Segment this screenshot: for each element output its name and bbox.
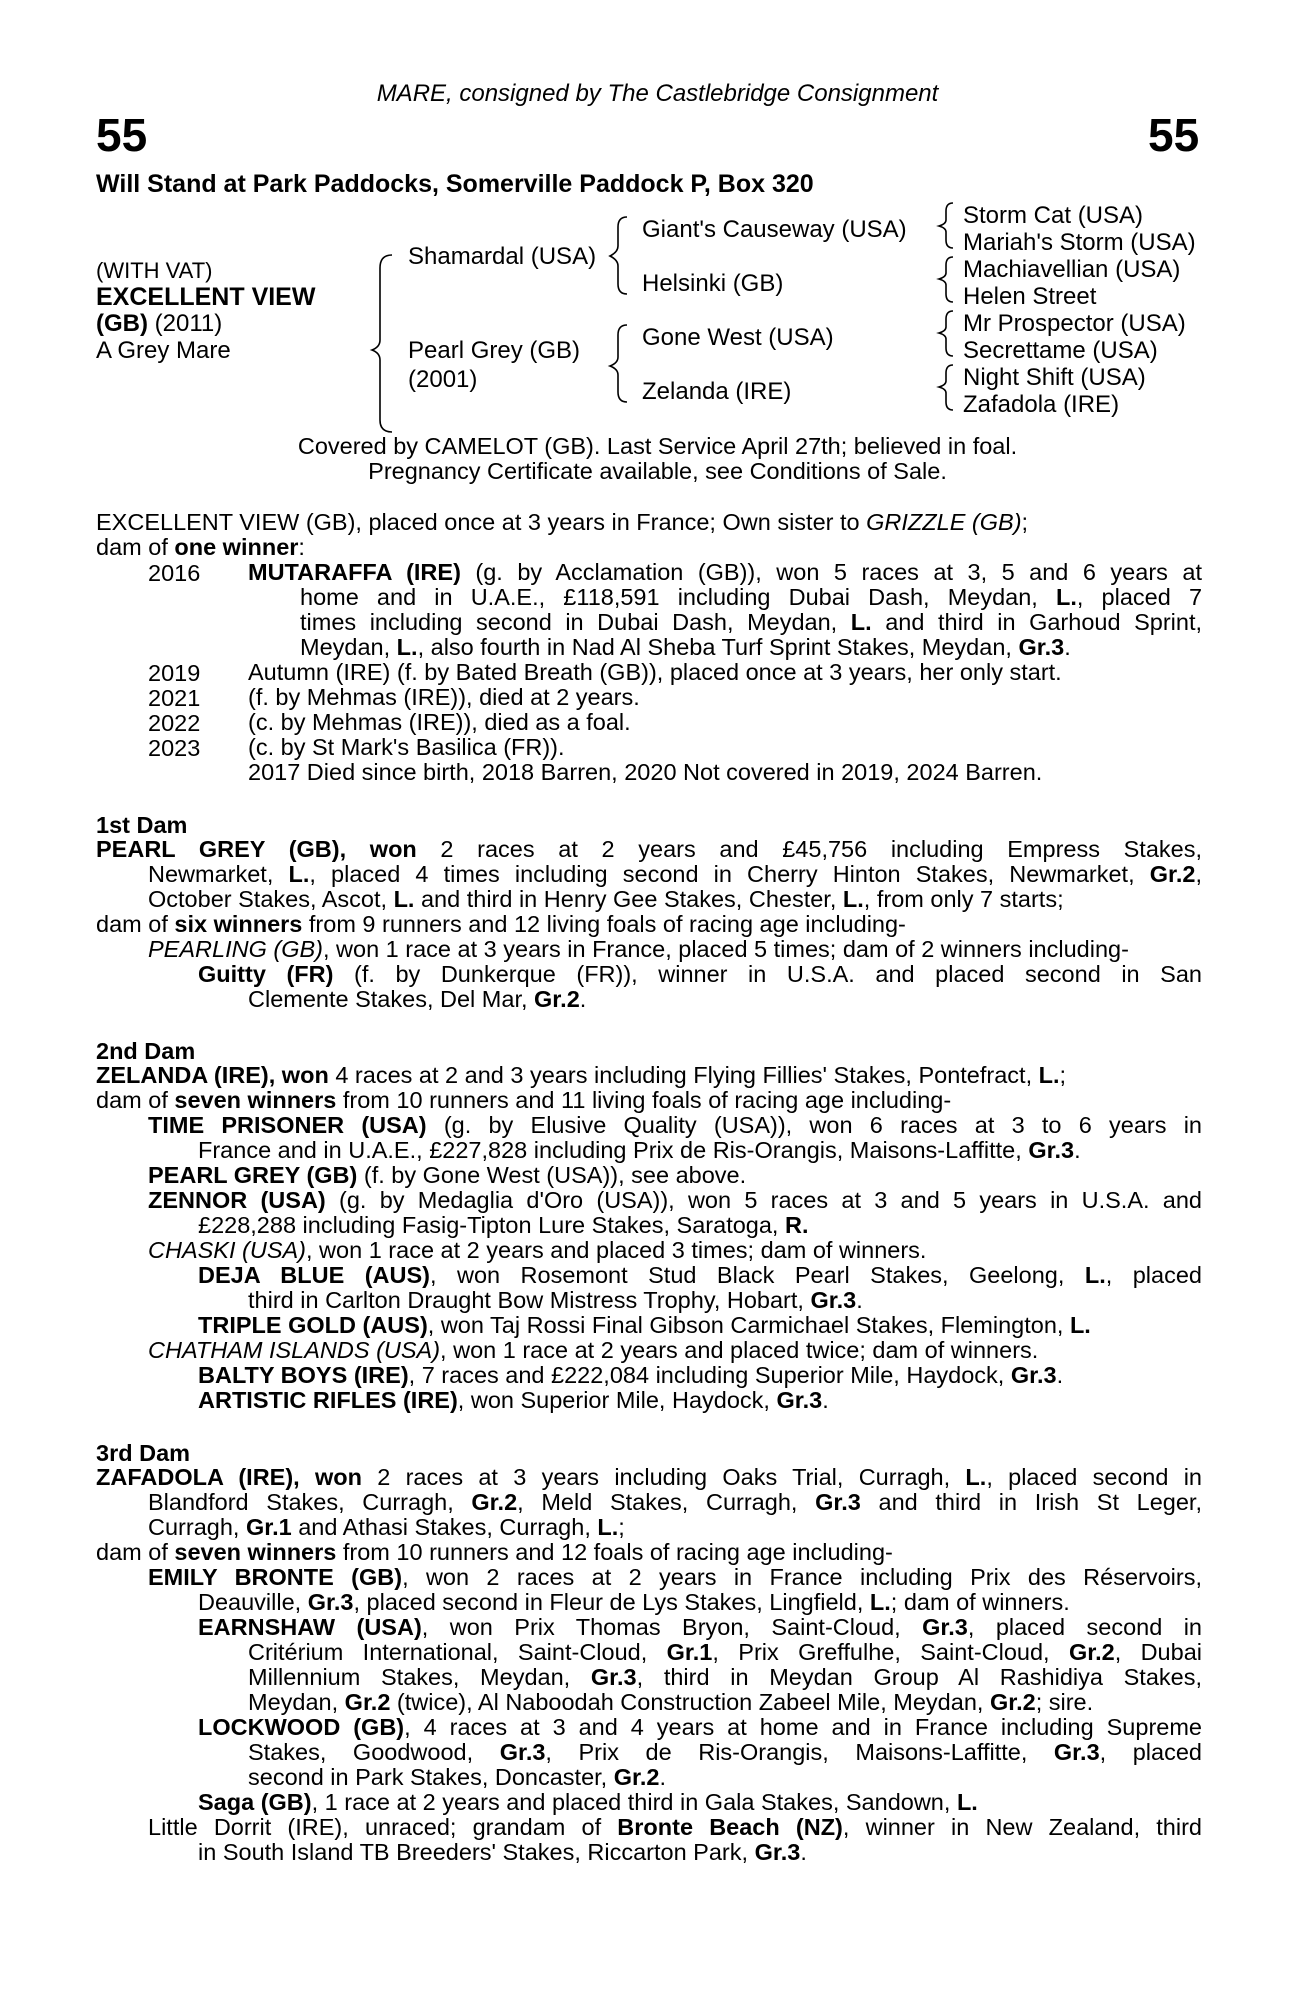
pearling-name: PEARLING (GB) [148, 936, 323, 962]
grizzle-name: GRIZZLE (GB) [866, 509, 1022, 535]
lockwood-name: LOCKWOOD (GB) [198, 1714, 405, 1740]
guitty-name: Guitty (FR) [198, 961, 334, 987]
pedigree-dam-year: (2001) [408, 366, 478, 393]
deja-blue-name: DEJA BLUE (AUS) [198, 1262, 430, 1288]
chaski-line: CHASKI (USA), won 1 race at 2 years and placed 3 times; dam of winners. [148, 1237, 927, 1263]
chaski-name: CHASKI (USA) [148, 1237, 306, 1263]
dam1-line-1: PEARL GREY (GB), won 2 races at 2 years and £45,756 including Empress Stakes, [96, 836, 1202, 862]
produce-2023: (c. by St Mark's Basilica (FR)). [248, 734, 565, 760]
dam1-line-2: Newmarket, L., placed 4 times including second in Cherry Hinton Stakes, Newmarket, Gr.2, [148, 861, 1202, 887]
horse-origin: (GB) [96, 310, 148, 337]
dam3-heading: 3rd Dam [96, 1440, 191, 1466]
produce-2022: (c. by Mehmas (IRE)), died as a foal. [248, 709, 631, 735]
pedigree-gen3-5: Mr Prospector (USA) [963, 310, 1186, 337]
vat-note: (WITH VAT) [96, 258, 213, 283]
pedigree-gen2-3: Gone West (USA) [642, 324, 834, 351]
time-prisoner-line-1: TIME PRISONER (USA) (g. by Elusive Quality (USA)), won 6 races at 3 to 6 years in [148, 1112, 1202, 1138]
dam1-name: PEARL GREY (GB), won [96, 836, 417, 862]
produce-year-2021: 2021 [148, 685, 201, 711]
pedigree-dam: Pearl Grey (GB) [408, 337, 581, 364]
little-dorrit-line-1: Little Dorrit (IRE), unraced; grandam of Bronte Beach (NZ), winner in New Zealand, third [148, 1814, 1202, 1840]
zennor-line-2: £228,288 including Fasig-Tipton Lure Stakes, Saratoga, R. [198, 1212, 809, 1238]
produce-2019: Autumn (IRE) (f. by Bated Breath (GB)), placed once at 3 years, her only start. [248, 659, 1062, 685]
time-prisoner-line-2: France and in U.A.E., £227,828 including Prix de Ris-Orangis, Maisons-Laffitte, Gr.3. [198, 1137, 1081, 1163]
dam3-name: ZAFADOLA (IRE), won [96, 1464, 362, 1490]
pearling-line: PEARLING (GB), won 1 race at 3 years in France, placed 5 times; dam of 2 winners including- [148, 936, 1129, 962]
intro-line-2: dam of one winner: [96, 534, 305, 560]
lot-number-left: 55 [96, 109, 148, 161]
earnshaw-line-4: Meydan, Gr.2 (twice), Al Naboodah Construction Zabeel Mile, Meydan, Gr.2; sire. [248, 1689, 1094, 1715]
pedigree-gen2-2: Helsinki (GB) [642, 270, 784, 297]
lockwood-line-3: second in Park Stakes, Doncaster, Gr.2. [248, 1764, 667, 1790]
emily-bronte-line-1: EMILY BRONTE (GB), won 2 races at 2 years in France including Prix des Réservoirs, [148, 1564, 1202, 1590]
pedigree-gen3-1: Storm Cat (USA) [963, 202, 1144, 229]
pedigree-gen3-2: Mariah's Storm (USA) [963, 229, 1196, 256]
artistic-rifles-line: ARTISTIC RIFLES (IRE), won Superior Mile, Haydock, Gr.3. [198, 1387, 829, 1413]
produce-year-2022: 2022 [148, 710, 201, 736]
time-prisoner-name: TIME PRISONER (USA) [148, 1112, 427, 1138]
balty-boys-name: BALTY BOYS (IRE) [198, 1362, 409, 1388]
pedigree-gen3-8: Zafadola (IRE) [963, 391, 1120, 418]
intro-line-1: EXCELLENT VIEW (GB), placed once at 3 years in France; Own sister to GRIZZLE (GB); [96, 509, 1029, 535]
dam3-line-3: Curragh, Gr.1 and Athasi Stakes, Curragh, L.; [148, 1514, 625, 1540]
lot-number-right: 55 [1148, 109, 1200, 161]
covered-line: Covered by CAMELOT (GB). Last Service April 27th; believed in foal. [297, 433, 1018, 459]
earnshaw-line-2: Critérium International, Saint-Cloud, Gr.1, Prix Greffulhe, Saint-Cloud, Gr.2, Dubai [248, 1639, 1202, 1665]
guitty-line-2: Clemente Stakes, Del Mar, Gr.2. [248, 986, 587, 1012]
mutaraffa-name: MUTARAFFA (IRE) [248, 559, 461, 585]
horse-year: (2011) [154, 310, 223, 337]
chatham-islands-name: CHATHAM ISLANDS (USA) [148, 1337, 441, 1363]
zennor-name: ZENNOR (USA) [148, 1187, 326, 1213]
dam1-line-4: dam of six winners from 9 runners and 12 living foals of racing age including- [96, 911, 906, 937]
chatham-islands-line: CHATHAM ISLANDS (USA), won 1 race at 2 years and placed twice; dam of winners. [148, 1337, 1039, 1363]
lockwood-line-1: LOCKWOOD (GB), 4 races at 3 and 4 years at home and in France including Supreme [198, 1714, 1202, 1740]
dam2-heading: 2nd Dam [96, 1038, 196, 1064]
dam1-heading: 1st Dam [96, 812, 188, 838]
horse-name: EXCELLENT VIEW [96, 283, 316, 311]
dam3-line-2: Blandford Stakes, Curragh, Gr.2, Meld Stakes, Curragh, Gr.3 and third in Irish St Leger, [148, 1489, 1202, 1515]
horse-description: A Grey Mare [96, 337, 231, 364]
saga-line: Saga (GB), 1 race at 2 years and placed third in Gala Stakes, Sandown, L. [198, 1789, 978, 1815]
deja-blue-line-2: third in Carlton Draught Bow Mistress Trophy, Hobart, Gr.3. [248, 1287, 863, 1313]
little-dorrit-line-2: in South Island TB Breeders' Stakes, Riccarton Park, Gr.3. [198, 1839, 807, 1865]
emily-bronte-line-2: Deauville, Gr.3, placed second in Fleur de Lys Stakes, Lingfield, L.; dam of winners. [198, 1589, 1070, 1615]
pedigree-gen3-6: Secrettame (USA) [963, 337, 1158, 364]
dam3-line-4: dam of seven winners from 10 runners and 12 foals of racing age including- [96, 1539, 893, 1565]
produce-year-2023: 2023 [148, 735, 201, 761]
lockwood-line-2: Stakes, Goodwood, Gr.3, Prix de Ris-Orangis, Maisons-Laffitte, Gr.3, placed [248, 1739, 1202, 1765]
dam2-line-2: dam of seven winners from 10 runners and 11 living foals of racing age including- [96, 1087, 952, 1113]
consignor-line: MARE, consigned by The Castlebridge Consignment [376, 80, 939, 107]
artistic-rifles-name: ARTISTIC RIFLES (IRE) [198, 1387, 458, 1413]
pedigree-gen2-4: Zelanda (IRE) [642, 378, 792, 405]
zennor-line-1: ZENNOR (USA) (g. by Medaglia d'Oro (USA)), won 5 races at 3 and 5 years in U.S.A. and [148, 1187, 1202, 1213]
mutaraffa-line-1: MUTARAFFA (IRE) (g. by Acclamation (GB)), won 5 races at 3, 5 and 6 years at [248, 559, 1202, 585]
dam2-name: ZELANDA (IRE), won [96, 1062, 329, 1088]
mutaraffa-line-2: home and in U.A.E., £118,591 including Dubai Dash, Meydan, L., placed 7 [300, 584, 1203, 610]
bronte-beach-name: Bronte Beach (NZ) [617, 1814, 843, 1840]
dam3-line-1: ZAFADOLA (IRE), won 2 races at 3 years including Oaks Trial, Curragh, L., placed second in [96, 1464, 1203, 1490]
produce-2021: (f. by Mehmas (IRE)), died at 2 years. [248, 684, 640, 710]
pedigree-gen3-7: Night Shift (USA) [963, 364, 1146, 391]
deja-blue-line-1: DEJA BLUE (AUS), won Rosemont Stud Black Pearl Stakes, Geelong, L., placed [198, 1262, 1202, 1288]
saga-name: Saga (GB) [198, 1789, 312, 1815]
pedigree-gen3-4: Helen Street [963, 283, 1097, 310]
mutaraffa-line-3: times including second in Dubai Dash, Meydan, L. and third in Garhoud Sprint, [300, 609, 1202, 635]
pearl-grey-line: PEARL GREY (GB) (f. by Gone West (USA)), see above. [148, 1162, 747, 1188]
pedigree-sire: Shamardal (USA) [408, 243, 597, 270]
triple-gold-name: TRIPLE GOLD (AUS) [198, 1312, 428, 1338]
earnshaw-name: EARNSHAW (USA) [198, 1614, 422, 1640]
emily-bronte-name: EMILY BRONTE (GB) [148, 1564, 403, 1590]
balty-boys-line: BALTY BOYS (IRE), 7 races and £222,084 including Superior Mile, Haydock, Gr.3. [198, 1362, 1064, 1388]
stand-location: Will Stand at Park Paddocks, Somerville Paddock P, Box 320 [96, 170, 814, 198]
dam1-line-3: October Stakes, Ascot, L. and third in Henry Gee Stakes, Chester, L., from only 7 starts; [148, 886, 1064, 912]
pearl-grey-name: PEARL GREY (GB) [148, 1162, 358, 1188]
pregnancy-line: Pregnancy Certificate available, see Conditions of Sale. [368, 458, 947, 484]
produce-year-2019: 2019 [148, 660, 201, 686]
mutaraffa-line-4: Meydan, L., also fourth in Nad Al Sheba Turf Sprint Stakes, Meydan, Gr.3. [300, 634, 1071, 660]
pedigree-gen2-1: Giant's Causeway (USA) [642, 216, 907, 243]
triple-gold-line: TRIPLE GOLD (AUS), won Taj Rossi Final Gibson Carmichael Stakes, Flemington, L. [198, 1312, 1091, 1338]
guitty-line-1: Guitty (FR) (f. by Dunkerque (FR)), winner in U.S.A. and placed second in San [198, 961, 1202, 987]
produce-year-2016: 2016 [148, 560, 201, 586]
produce-note: 2017 Died since birth, 2018 Barren, 2020 Not covered in 2019, 2024 Barren. [248, 759, 1043, 785]
earnshaw-line-3: Millennium Stakes, Meydan, Gr.3, third in Meydan Group Al Rashidiya Stakes, [248, 1664, 1202, 1690]
dam2-line-1: ZELANDA (IRE), won 4 races at 2 and 3 years including Flying Fillies' Stakes, Pontefract, L.; [96, 1062, 1067, 1088]
earnshaw-line-1: EARNSHAW (USA), won Prix Thomas Bryon, Saint-Cloud, Gr.3, placed second in [198, 1614, 1202, 1640]
pedigree-gen3-3: Machiavellian (USA) [963, 256, 1181, 283]
